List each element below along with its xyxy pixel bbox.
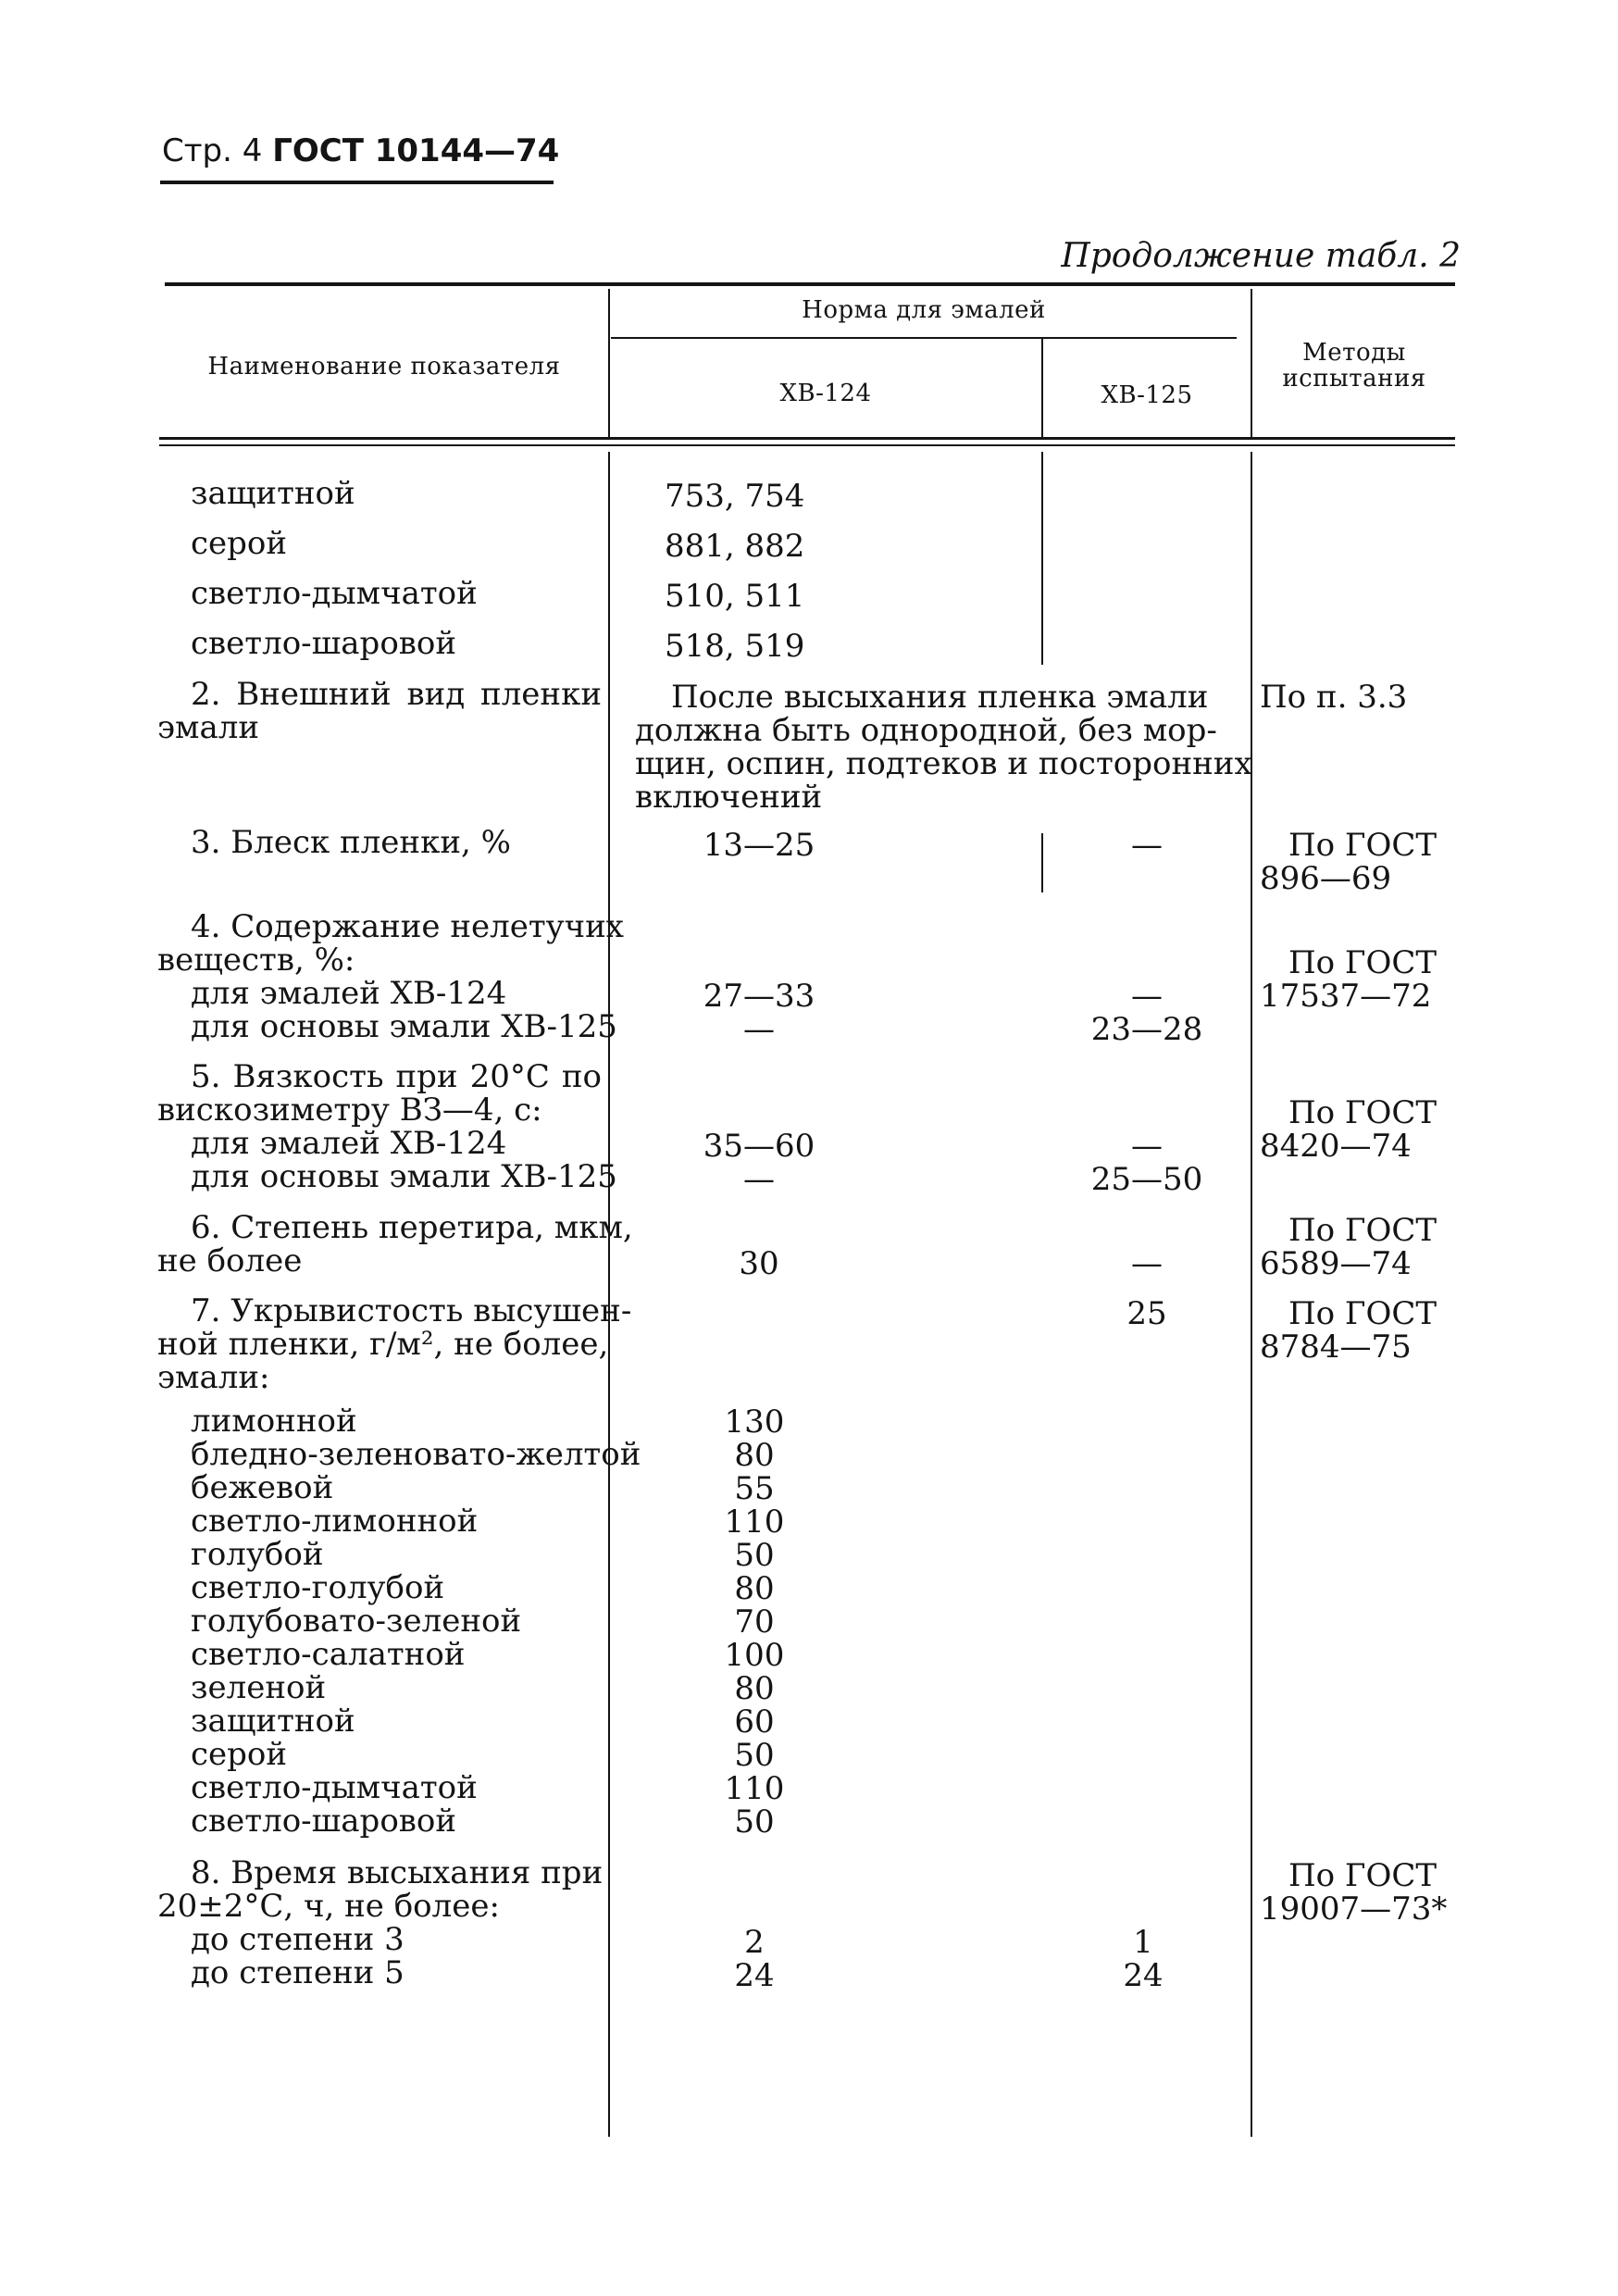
color-row-value: 881, 882 — [665, 528, 805, 565]
color-row-name: светло-дымчатой — [191, 575, 478, 612]
row3-method-1: По ГОСТ — [1288, 827, 1438, 864]
row5-sub2-xb125: 25—50 — [1090, 1161, 1203, 1198]
row7-item-name: светло-салатной — [191, 1636, 466, 1673]
row8-method-1: По ГОСТ — [1288, 1857, 1438, 1894]
row7-item-name: защитной — [191, 1703, 355, 1740]
row8-method-2: 19007—73* — [1260, 1890, 1448, 1928]
col-divider-3 — [1251, 289, 1252, 437]
row2-name-line1: 2. Внешний вид пленки — [191, 676, 602, 713]
row7-item-value: 50 — [734, 1737, 775, 1774]
row4-sub1-xb124: 27—33 — [703, 978, 815, 1015]
row5-sub2-xb124: — — [743, 1161, 775, 1198]
row5-sub1: для эмалей ХВ-124 — [191, 1125, 507, 1162]
page-header — [162, 132, 559, 169]
row7-item-name: бежевой — [191, 1469, 334, 1506]
row4-name-line1: 4. Содержание нелетучих — [191, 908, 624, 945]
header-norm-group: Норма для эмалей — [802, 296, 1046, 324]
header-xb124: ХВ-124 — [779, 380, 872, 407]
row7-item-value: 130 — [724, 1404, 785, 1441]
row6-xb125: — — [1131, 1245, 1163, 1282]
row3-method-2: 896—69 — [1260, 860, 1392, 897]
row8-sub1-xb125: 1 — [1133, 1924, 1153, 1961]
row7-item-name: светло-голубой — [191, 1569, 445, 1606]
row7-item-value: 110 — [724, 1504, 785, 1541]
color-row-value: 518, 519 — [665, 628, 805, 665]
row7-xb125: 25 — [1126, 1295, 1167, 1332]
row7-name-line3: эмали: — [157, 1359, 270, 1396]
row7-name-line2: ной пленки, г/м², не более, — [157, 1326, 609, 1363]
row7-item-name: голубовато-зеленой — [191, 1603, 522, 1640]
row4-sub2-xb125: 23—28 — [1090, 1011, 1203, 1048]
header-bottom-rule — [159, 437, 1455, 440]
row7-item-value: 60 — [734, 1703, 775, 1741]
row2-name-line2: эмали — [157, 709, 260, 746]
row7-item-value: 70 — [734, 1603, 775, 1641]
body-divider-2a — [1041, 452, 1043, 665]
color-row-name: серой — [191, 525, 288, 562]
row4-sub2: для основы эмали ХВ-125 — [191, 1008, 617, 1045]
row4-sub1-xb125: — — [1131, 978, 1163, 1015]
row8-name-line2: 20±2°С, ч, не более: — [157, 1888, 500, 1925]
header-name-column: Наименование показателя — [207, 353, 561, 381]
table-continuation-label: Продолжение табл. 2 — [1061, 237, 1461, 275]
row7-item-name: светло-лимонной — [191, 1503, 479, 1540]
row5-sub2: для основы эмали ХВ-125 — [191, 1158, 617, 1195]
page-number: Стр. 4 — [162, 132, 263, 169]
row7-item-value: 80 — [734, 1670, 775, 1707]
row7-item-name: серой — [191, 1736, 288, 1773]
row8-sub2-xb125: 24 — [1123, 1957, 1164, 1994]
row8-name-line1: 8. Время высыхания при — [191, 1854, 604, 1891]
row7-item-name: светло-шаровой — [191, 1803, 457, 1840]
row7-item-name: бледно-зеленовато-желтой — [191, 1436, 641, 1473]
row8-sub2-xb124: 24 — [734, 1957, 775, 1994]
row6-name-line1: 6. Степень перетира, мкм, — [191, 1209, 633, 1246]
row2-method: По п. 3.3 — [1260, 679, 1408, 716]
row6-method-1: По ГОСТ — [1288, 1212, 1438, 1249]
row2-norm-line2: должна быть однородной, без мор- — [635, 712, 1217, 749]
row2-norm-line1: После высыхания пленка эмали — [671, 679, 1209, 716]
row5-sub1-xb125: — — [1131, 1128, 1163, 1165]
row6-xb124: 30 — [739, 1245, 779, 1282]
row3-name: 3. Блеск пленки, % — [191, 824, 511, 861]
row7-item-value: 80 — [734, 1437, 775, 1474]
row5-method-1: По ГОСТ — [1288, 1094, 1438, 1131]
row3-xb125: — — [1131, 827, 1163, 864]
col-divider-1 — [608, 289, 610, 437]
row7-item-value: 50 — [734, 1803, 775, 1841]
row7-name-line1: 7. Укрывистость высушен- — [191, 1292, 632, 1329]
color-row-name: светло-шаровой — [191, 625, 457, 662]
row7-item-value: 110 — [724, 1770, 785, 1807]
row8-sub1: до степени 3 — [191, 1921, 404, 1958]
row6-method-2: 6589—74 — [1260, 1245, 1412, 1282]
color-row-name: защитной — [191, 475, 355, 512]
body-divider-3 — [1251, 452, 1252, 2137]
row5-name-line1: 5. Вязкость при 20°С по — [191, 1058, 602, 1095]
row2-norm-line4: включений — [635, 779, 823, 816]
row7-item-name: лимонной — [191, 1403, 357, 1440]
row8-sub2: до степени 5 — [191, 1954, 404, 1991]
row3-xb124: 13—25 — [703, 827, 815, 864]
row5-sub1-xb124: 35—60 — [703, 1128, 815, 1165]
header-xb125: ХВ-125 — [1101, 381, 1193, 409]
row7-item-value: 55 — [734, 1470, 775, 1507]
header-rule — [160, 181, 554, 184]
row8-sub1-xb124: 2 — [744, 1924, 765, 1961]
color-row-value: 753, 754 — [665, 478, 805, 515]
row7-method-1: По ГОСТ — [1288, 1295, 1438, 1332]
row7-method-2: 8784—75 — [1260, 1329, 1412, 1366]
row7-item-value: 80 — [734, 1570, 775, 1607]
header-bottom-rule-2 — [159, 444, 1455, 446]
row4-sub1: для эмалей ХВ-124 — [191, 975, 507, 1012]
row4-name-line2: веществ, %: — [157, 942, 355, 979]
gost-number: ГОСТ 10144—74 — [272, 132, 560, 169]
color-row-value: 510, 511 — [665, 578, 805, 615]
row7-item-name: голубой — [191, 1536, 324, 1573]
header-methods-2: испытания — [1282, 365, 1426, 393]
row5-method-2: 8420—74 — [1260, 1128, 1412, 1165]
row7-item-value: 50 — [734, 1537, 775, 1574]
row6-name-line2: не более — [157, 1242, 303, 1279]
row7-item-value: 100 — [724, 1637, 785, 1674]
row7-item-name: светло-дымчатой — [191, 1769, 478, 1806]
table-top-rule — [165, 282, 1455, 286]
header-methods-1: Методы — [1302, 339, 1406, 367]
row4-method-2: 17537—72 — [1260, 978, 1432, 1015]
row4-method-1: По ГОСТ — [1288, 944, 1438, 981]
row5-name-line2: вискозиметру ВЗ—4, с: — [157, 1092, 542, 1129]
col-divider-2 — [1041, 339, 1043, 437]
norm-group-rule — [611, 337, 1237, 339]
row2-norm-line3: щин, оспин, подтеков и посторонних — [635, 745, 1252, 782]
body-divider-2b — [1041, 833, 1043, 892]
row4-sub2-xb124: — — [743, 1011, 775, 1048]
row7-item-name: зеленой — [191, 1669, 327, 1706]
